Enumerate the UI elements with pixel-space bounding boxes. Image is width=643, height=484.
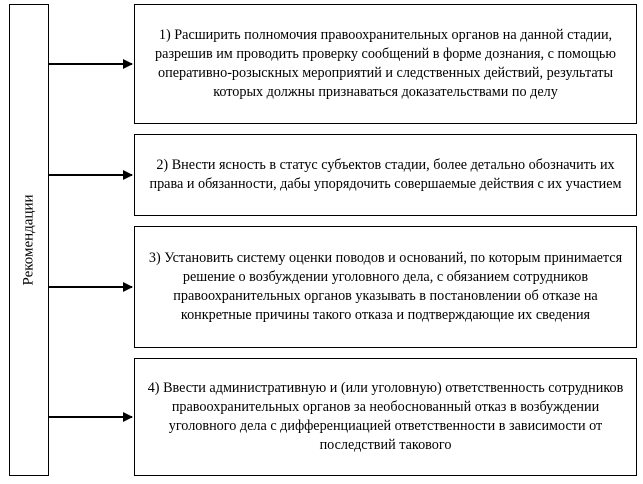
recommendations-label: Рекомендации bbox=[20, 194, 37, 286]
recommendation-box-1 bbox=[134, 4, 637, 124]
recommendations-category-box bbox=[9, 4, 49, 476]
recommendation-box-2 bbox=[134, 134, 637, 216]
recommendation-box-3 bbox=[134, 226, 637, 348]
recommendation-text-4: 4) Ввести административную и (или уголовную) ответственность сотрудников правоохранительных органов за необоснованный отказ в возбуждении уголовного дела с дифференциацией ответственности в зависимости от последствий такового bbox=[147, 380, 624, 453]
recommendation-text-1: 1) Расширить полномочия правоохранительных органов на данной стадии, разрешив им проводить проверку сообщений в форме дознания, с помощью оперативно-розыскных мероприятий и следственных действий, результаты которых должны признаваться доказательствами по делу bbox=[155, 27, 616, 100]
recommendation-text-3: 3) Установить систему оценки поводов и оснований, по которым принимается решение о возбуждении уголовного дела, с обязанием сотрудников правоохранительных органов указывать в постановлении об отказе на конкретные причины такого отказа и подтверждающие их сведения bbox=[148, 250, 623, 323]
recommendation-box-4 bbox=[134, 358, 637, 476]
recommendation-text-2: 2) Внести ясность в статус субъектов стадии, более детально обозначить их права и обязанности, дабы упорядочить совершаемые действия с их участием bbox=[149, 157, 622, 192]
